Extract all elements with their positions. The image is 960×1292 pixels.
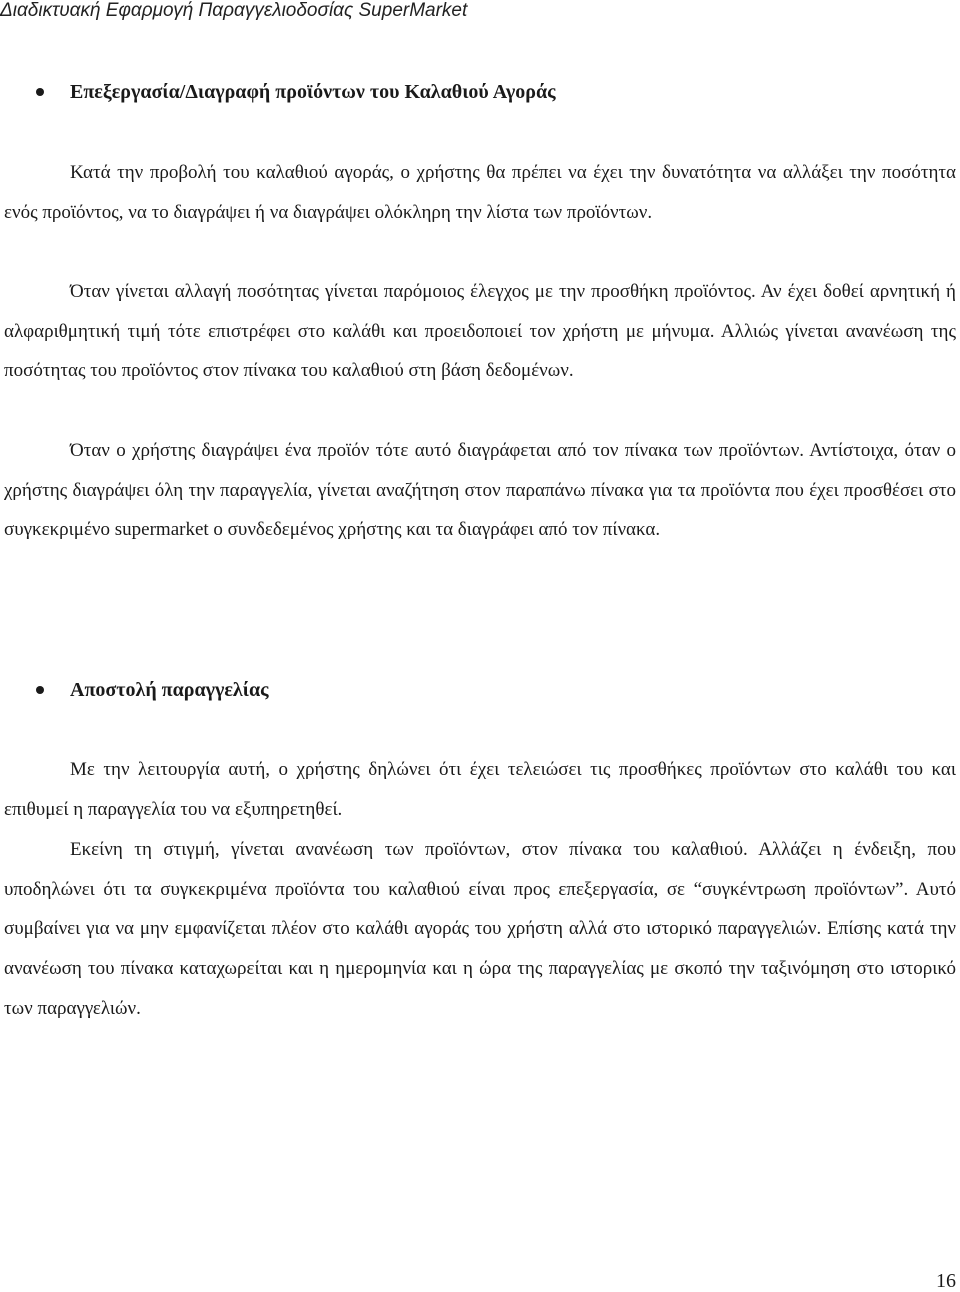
section-heading-send-order: [36, 678, 269, 702]
paragraph: Όταν γίνεται αλλαγή ποσότητας γίνεται παρόμοιος έλεγχος με την προσθήκη προϊόντος. Αν έχει δοθεί αρνητική ή αλφαριθμητική τιμή τότε επιστρέφει στο καλάθι και προειδοποιεί τον χρήστη με μήνυμα. Αλλιώς γίνεται ανανέωση της ποσότητας του προϊόντος στον πίνακα του καλαθιού στη βάση δεδομένων.: [4, 281, 956, 382]
paragraph: Όταν ο χρήστης διαγράψει ένα προϊόν τότε αυτό διαγράφεται από τον πίνακα των προϊόντων. Αντίστοιχα, όταν ο χρήστης διαγράψει όλη την παραγγελία, γίνεται αναζήτηση στον παραπάνω πίνακα για τα προϊόντα που έχει προσθέσει στο συγκεκριμένο supermarket ο συνδεδεμένος χρήστης και τα διαγράφει από τον πίνακα.: [4, 440, 956, 541]
page-number: 16: [936, 1270, 956, 1292]
paragraph: Κατά την προβολή του καλαθιού αγοράς, ο χρήστης θα πρέπει να έχει την δυνατότητα να αλλάξει την ποσότητα ενός προϊόντος, να το διαγράψει ή να διαγράψει ολόκληρη την λίστα των προϊόντων.: [4, 162, 956, 223]
running-header: Διαδικτυακή Εφαρμογή Παραγγελιοδοσίας SuperMarket: [0, 0, 468, 21]
paragraph: Με την λειτουργία αυτή, ο χρήστης δηλώνει ότι έχει τελειώσει τις προσθήκες προϊόντων στο καλάθι του και επιθυμεί η παραγγελία του να εξυπηρετηθεί.: [4, 759, 956, 820]
section-heading-edit-delete: [36, 80, 556, 104]
bullet-icon: [36, 686, 44, 694]
bullet-icon: [36, 88, 44, 96]
paragraph: Εκείνη τη στιγμή, γίνεται ανανέωση των προϊόντων, στον πίνακα του καλαθιού. Αλλάζει η ένδειξη, που υποδηλώνει ότι τα συγκεκριμένα προϊόντα του καλαθιού είναι προς επεξεργασία, σε “συγκέντρωση προϊόντων”. Αυτό συμβαίνει για να μην εμφανίζεται πλέον στο καλάθι αγοράς του χρήστη αλλά στο ιστορικό παραγγελιών. Επίσης κατά την ανανέωση του πίνακα καταχωρείται και η ημερομηνία και η ώρα της παραγγελίας με σκοπό την ταξινόμηση στο ιστορικό των παραγγελιών.: [4, 839, 956, 1019]
section-heading-text: Επεξεργασία/Διαγραφή προϊόντων του Καλαθιού Αγοράς: [70, 81, 556, 103]
section-heading-text: Αποστολή παραγγελίας: [70, 679, 269, 701]
